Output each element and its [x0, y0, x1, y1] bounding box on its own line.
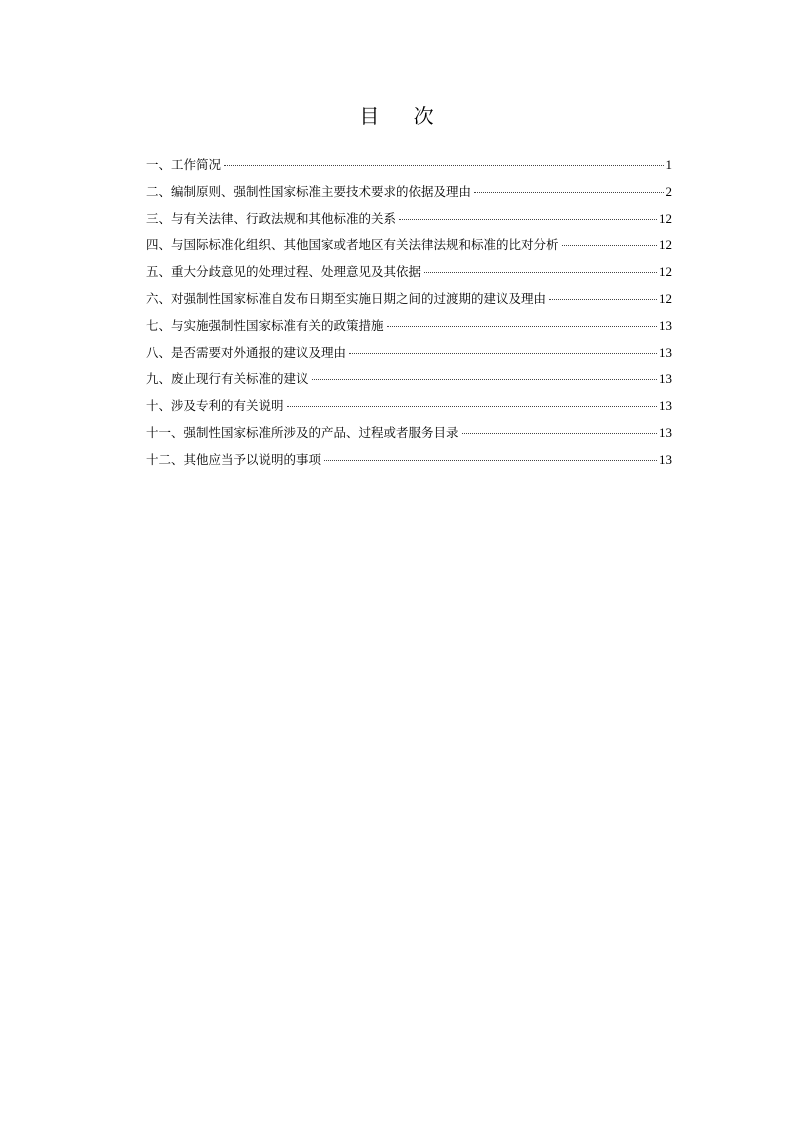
- toc-entry-label: 九、废止现行有关标准的建议: [146, 371, 309, 387]
- toc-entry-page: 12: [659, 210, 672, 226]
- toc-entry-label: 十一、强制性国家标准所涉及的产品、过程或者服务目录: [146, 424, 459, 440]
- dot-leader: [424, 272, 657, 273]
- toc-entry-label: 三、与有关法律、行政法规和其他标准的关系: [146, 210, 397, 226]
- toc-entry[interactable]: [146, 393, 672, 420]
- toc-entry-page: 12: [659, 290, 672, 306]
- dot-leader: [312, 379, 657, 380]
- toc-entry[interactable]: [146, 286, 672, 313]
- toc-entry-page: 12: [659, 237, 672, 253]
- toc-entry-page: 13: [659, 344, 672, 360]
- toc-entry-label: 四、与国际标准化组织、其他国家或者地区有关法律法规和标准的比对分析: [146, 237, 559, 253]
- toc-entry-page: 13: [659, 451, 672, 467]
- toc-entry[interactable]: [146, 340, 672, 367]
- toc-entry[interactable]: [146, 232, 672, 259]
- toc-entry[interactable]: [146, 259, 672, 286]
- toc-entry-label: 六、对强制性国家标准自发布日期至实施日期之间的过渡期的建议及理由: [146, 290, 547, 306]
- toc-entry-label: 五、重大分歧意见的处理过程、处理意见及其依据: [146, 264, 422, 280]
- toc-entry-label: 八、是否需要对外通报的建议及理由: [146, 344, 347, 360]
- toc-entry-page: 13: [659, 371, 672, 387]
- toc-entry-page: 13: [659, 317, 672, 333]
- dot-leader: [399, 219, 657, 220]
- toc-entry-page: 2: [665, 183, 672, 199]
- dot-leader: [549, 299, 657, 300]
- toc-entry-page: 13: [659, 424, 672, 440]
- dot-leader: [349, 353, 657, 354]
- dot-leader: [324, 460, 657, 461]
- toc-entry[interactable]: [146, 447, 672, 474]
- toc-entry[interactable]: [146, 179, 672, 206]
- dot-leader: [474, 192, 663, 193]
- toc-entry-label: 十、涉及专利的有关说明: [146, 398, 284, 414]
- toc-title: 目 次: [359, 104, 448, 128]
- toc-entry-label: 一、工作简况: [146, 157, 222, 172]
- table-of-contents: [146, 152, 672, 474]
- dot-leader: [462, 433, 657, 434]
- toc-entry[interactable]: [146, 206, 672, 233]
- toc-entry-page: 12: [659, 264, 672, 280]
- toc-entry-page: 1: [665, 157, 672, 172]
- toc-entry-label: 十二、其他应当予以说明的事项: [146, 451, 322, 467]
- dot-leader: [287, 406, 657, 407]
- toc-entry-page: 13: [659, 398, 672, 414]
- toc-entry[interactable]: [146, 366, 672, 393]
- toc-entry-label: 七、与实施强制性国家标准有关的政策措施: [146, 317, 384, 333]
- toc-entry[interactable]: [146, 152, 672, 179]
- toc-entry[interactable]: [146, 313, 672, 340]
- dot-leader: [562, 245, 657, 246]
- dot-leader: [224, 165, 663, 166]
- toc-entry[interactable]: [146, 420, 672, 447]
- dot-leader: [387, 326, 657, 327]
- toc-entry-label: 二、编制原则、强制性国家标准主要技术要求的依据及理由: [146, 183, 472, 199]
